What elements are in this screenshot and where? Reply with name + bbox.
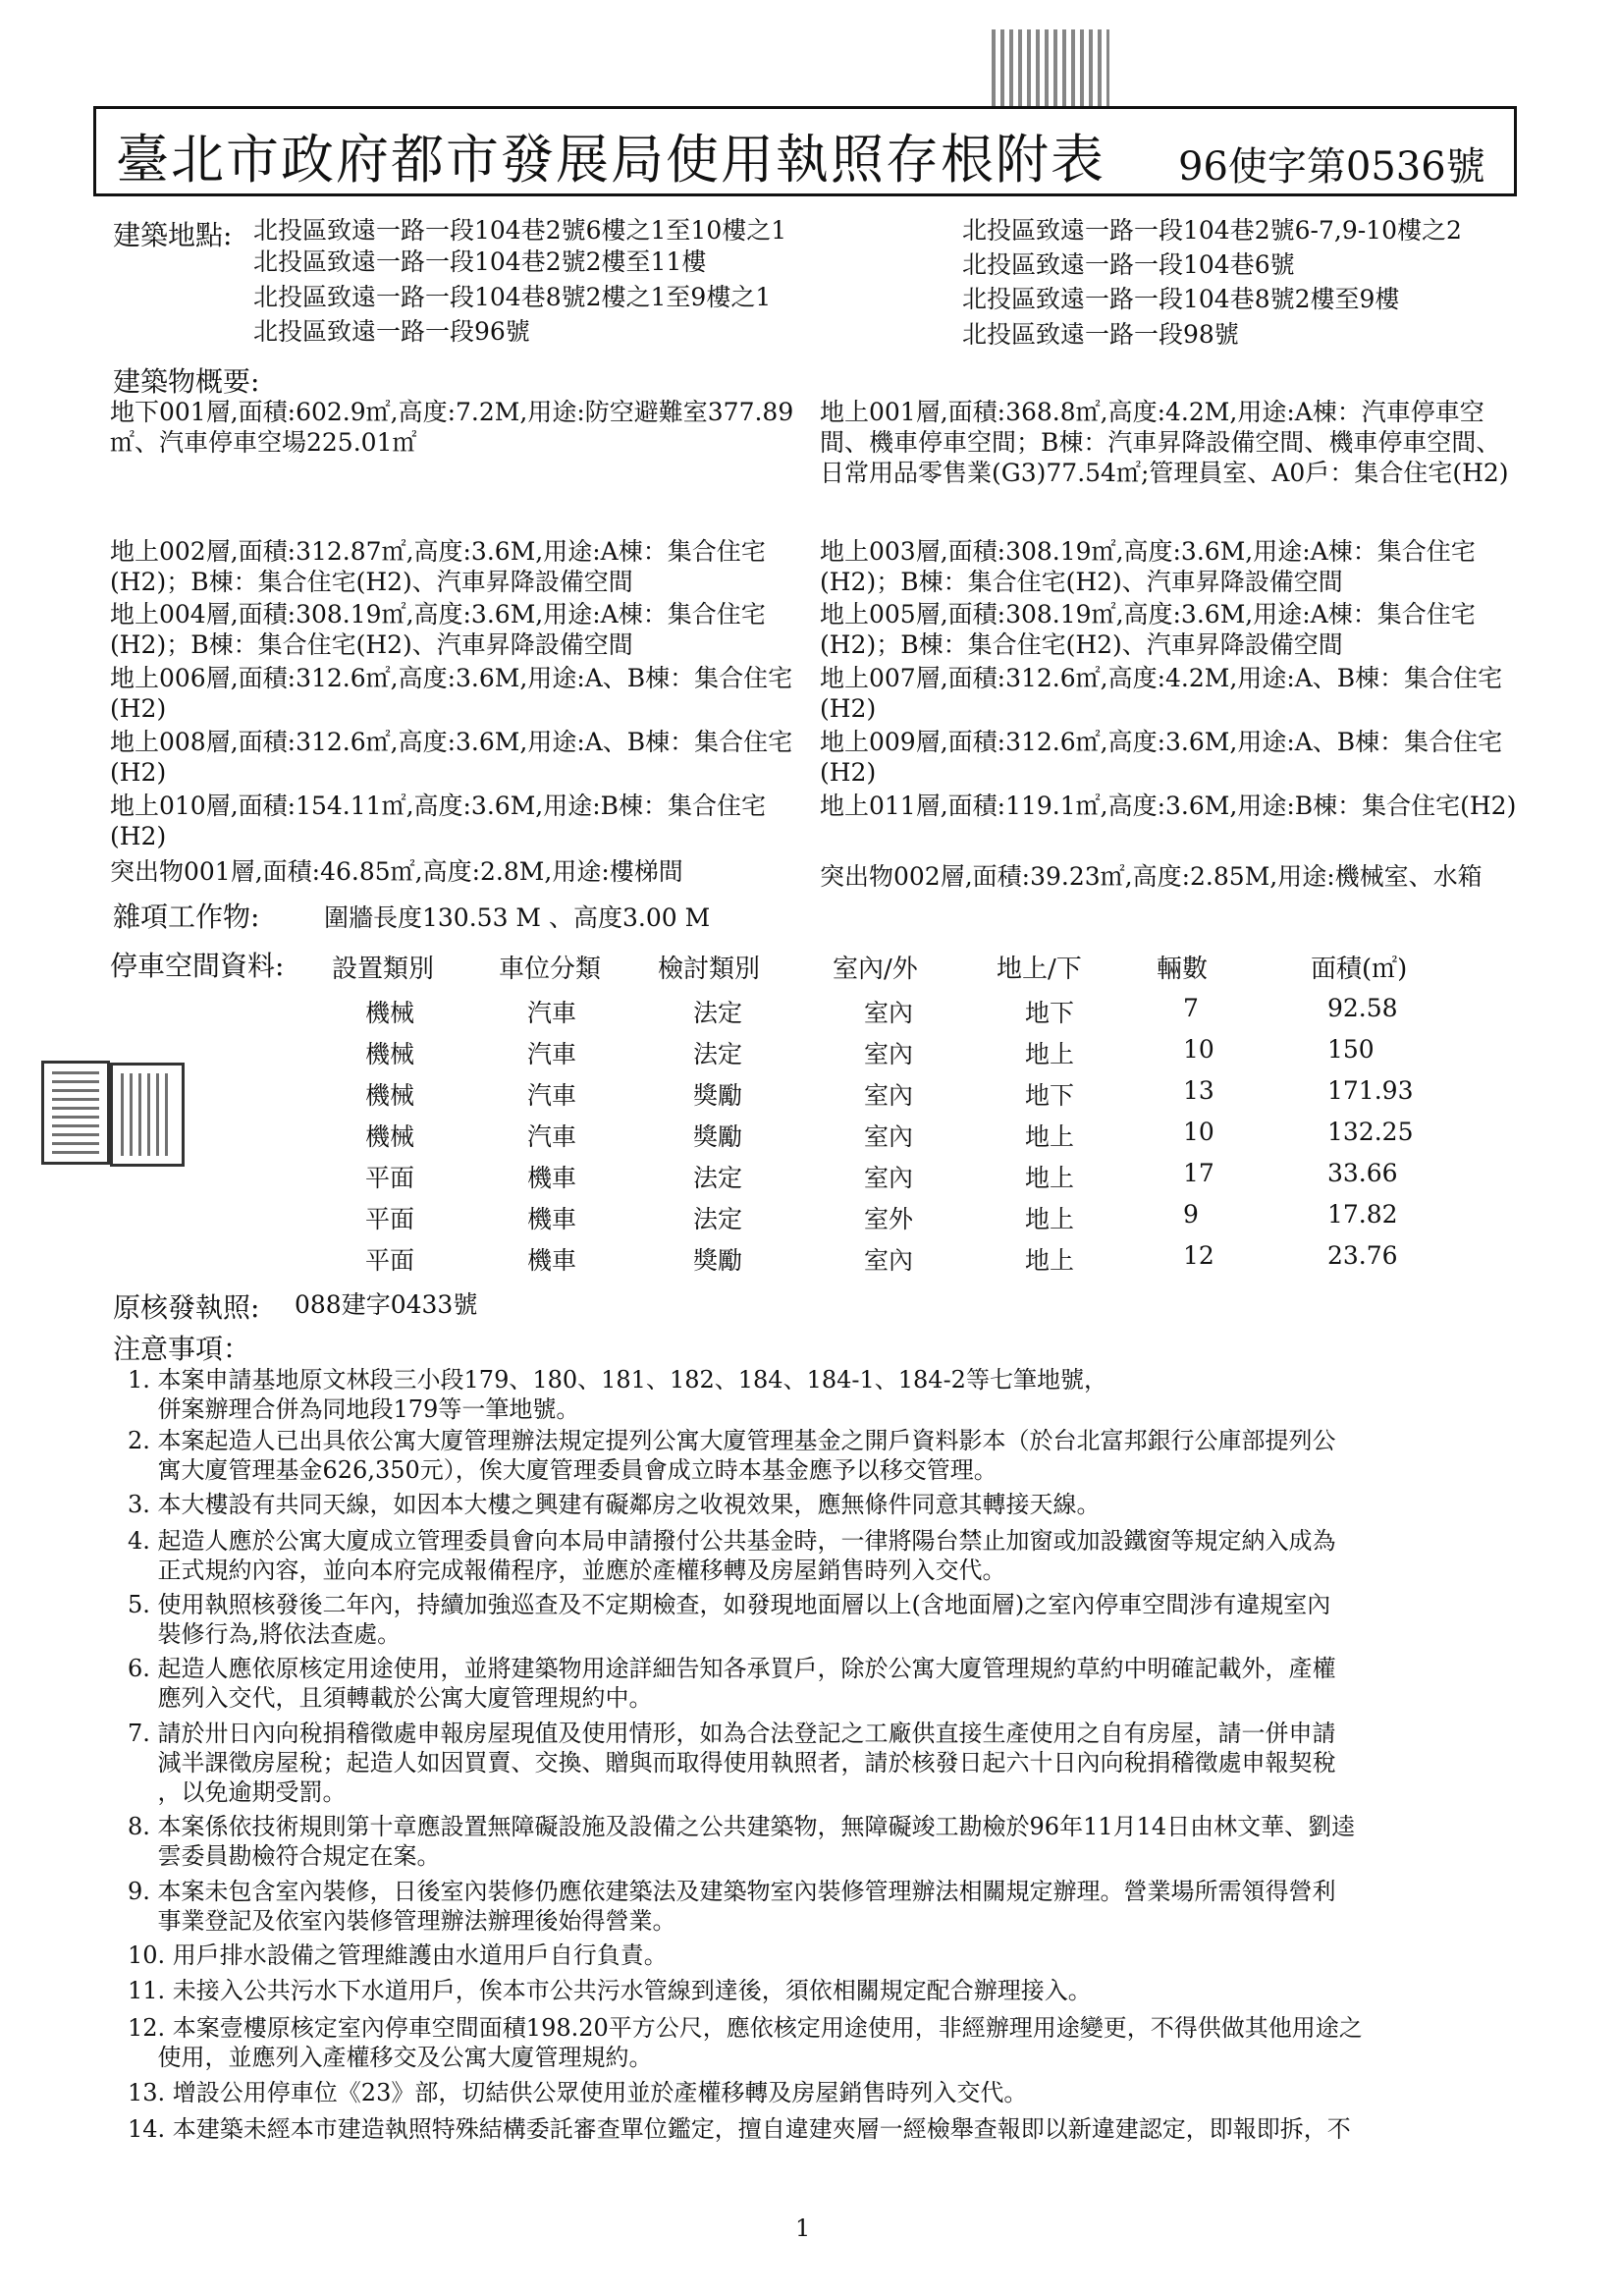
floor-entry: 地上006層,面積:312.6㎡,高度:3.6M,用途:A、B棟：集合住宅(H2) [110,664,793,723]
site-label: 建築地點: [113,219,233,251]
parking-cell: 機車 [527,1164,577,1192]
parking-cell: 17 [1183,1159,1214,1187]
parking-cell: 機車 [527,1246,577,1275]
parking-cell: 9 [1183,1200,1199,1229]
parking-cell: 室內 [864,1164,914,1192]
note-item: 1. 本案申請基地原文林段三小段179、180、181、182、184、184-1、184-2等七筆地號， 併案辦理合併為同地段179等一筆地號。 [128,1366,1107,1423]
misc-value: 圍牆長度130.53 M 、高度3.00 M [324,903,711,932]
parking-cell: 地下 [1025,999,1075,1027]
note-item: 9. 本案未包含室內裝修，日後室內裝修仍應依建築法及建築物室內裝修管理辦法相關規定辦理。營業場所需領得營利 事業登記及依室內裝修管理辦法辦理後始得營業。 [128,1878,1336,1935]
parking-cell: 171.93 [1327,1076,1414,1105]
note-item: 7. 請於卅日內向稅捐稽徵處申報房屋現值及使用情形，如為合法登記之工廠供直接生產使用之自有房屋，請一併申請 減半課徵房屋稅；起造人如因買賣、交換、贈與而取得使用執照者，請於核發日起六十日內向稅捐稽徵處申報契稅 ，以免逾期受罰。 [128,1720,1336,1806]
site-address-left: 北投區致遠一路一段104巷2號2樓至11樓 [253,247,707,276]
original-permit-value: 088建字0433號 [295,1290,478,1319]
parking-cell: 23.76 [1327,1241,1398,1270]
parking-cell: 17.82 [1327,1200,1398,1229]
note-item: 13. 增設公用停車位《23》部，切結供公眾使用並於產權移轉及房屋銷售時列入交代。 [128,2079,1028,2106]
site-address-right: 北投區致遠一路一段98號 [962,320,1239,349]
note-item: 3. 本大樓設有共同天線，如因本大樓之興建有礙鄰房之收視效果，應無條件同意其轉接天線。 [128,1491,1101,1518]
note-item: 14. 本建築未經本市建造執照特殊結構委託審查單位鑑定，擅自違建夾層一經檢舉查報即以新違建認定，即報即拆，不 [128,2115,1351,2143]
parking-cell: 獎勵 [693,1122,743,1151]
parking-cell: 10 [1183,1035,1214,1064]
site-address-right: 北投區致遠一路一段104巷2號6-7,9-10樓之2 [962,216,1462,245]
parking-cell: 汽車 [527,1081,577,1110]
note-item: 5. 使用執照核發後二年內，持續加強巡查及不定期檢查，如發現地面層以上(含地面層)之室內停車空間涉有違規室內 裝修行為,將依法查處。 [128,1591,1331,1648]
parking-header: 檢討類別 [658,955,761,984]
floor-entry: 地上010層,面積:154.11㎡,高度:3.6M,用途:B棟：集合住宅(H2) [110,792,767,850]
note-item: 2. 本案起造人已出具依公寓大廈管理辦法規定提列公寓大廈管理基金之開戶資料影本（於台北富邦銀行公庫部提列公 寓大廈管理基金626,350元），俟大廈管理委員會成立時本基金應予以移交管理。 [128,1427,1336,1484]
parking-header: 車位分類 [499,955,602,984]
floor-entry: 地上007層,面積:312.6㎡,高度:4.2M,用途:A、B棟：集合住宅(H2) [820,664,1503,723]
notes-label: 注意事項： [113,1333,251,1365]
seal-stamp-left [41,1061,110,1165]
parking-cell: 機械 [365,1081,415,1110]
note-item: 8. 本案係依技術規則第十章應設置無障礙設施及設備之公共建築物，無障礙竣工勘檢於96年11月14日由林文華、劉逵 雲委員勘檢符合規定在案。 [128,1813,1356,1870]
floor-entry: 突出物002層,面積:39.23㎡,高度:2.85M,用途:機械室、水箱 [820,862,1483,891]
frame-right-line [1514,106,1517,194]
parking-cell: 室內 [864,1081,914,1110]
parking-cell: 地上 [1025,1040,1075,1068]
note-item: 6. 起造人應依原核定用途使用，並將建築物用途詳細告知各承買戶，除於公寓大廈管理規約草約中明確記載外，產權 應列入交代，且須轉載於公寓大廈管理規約中。 [128,1655,1336,1712]
parking-cell: 機車 [527,1205,577,1233]
parking-cell: 33.66 [1327,1159,1398,1187]
parking-cell: 地上 [1025,1205,1075,1233]
parking-cell: 法定 [693,1040,743,1068]
parking-cell: 10 [1183,1118,1214,1146]
parking-cell: 地上 [1025,1122,1075,1151]
permit-number: 96使字第0536號 [1178,144,1485,190]
parking-header: 面積(㎡) [1311,955,1408,984]
frame-top-line [93,106,1517,109]
parking-cell: 92.58 [1327,994,1398,1022]
building-label: 建築物概要: [113,365,260,398]
parking-cell: 汽車 [527,1040,577,1068]
parking-cell: 室外 [864,1205,914,1233]
misc-label: 雜項工作物: [113,901,260,933]
parking-cell: 獎勵 [693,1081,743,1110]
parking-cell: 汽車 [527,1122,577,1151]
parking-cell: 12 [1183,1241,1214,1270]
parking-cell: 平面 [365,1164,415,1192]
site-address-left: 北投區致遠一路一段96號 [253,317,530,346]
parking-cell: 法定 [693,1164,743,1192]
floor-entry: 地上003層,面積:308.19㎡,高度:3.6M,用途:A棟：集合住宅(H2)；B棟：集合住宅(H2)、汽車昇降設備空間 [820,537,1476,596]
top-stamp-mark [992,29,1109,108]
parking-header: 室內/外 [833,955,918,984]
parking-cell: 地下 [1025,1081,1075,1110]
parking-label: 停車空間資料: [110,950,285,982]
parking-cell: 13 [1183,1076,1214,1105]
parking-cell: 室內 [864,1040,914,1068]
note-item: 4. 起造人應於公寓大廈成立管理委員會向本局申請撥付公共基金時，一律將陽台禁止加窗或加設鐵窗等規定納入成為 正式規約內容，並向本府完成報備程序，並應於產權移轉及房屋銷售時列入交代。 [128,1527,1336,1584]
frame-left-line [93,106,96,194]
site-address-right: 北投區致遠一路一段104巷8號2樓至9樓 [962,285,1400,313]
parking-cell: 獎勵 [693,1246,743,1275]
parking-cell: 132.25 [1327,1118,1414,1146]
page-number: 1 [795,2214,811,2242]
frame-title-underline [93,193,1517,196]
parking-cell: 室內 [864,1122,914,1151]
parking-cell: 地上 [1025,1164,1075,1192]
seal-stamp-right [110,1063,185,1167]
parking-cell: 室內 [864,1246,914,1275]
parking-header: 設置類別 [332,955,435,984]
parking-header: 輛數 [1157,955,1209,984]
floor-entry: 突出物001層,面積:46.85㎡,高度:2.8M,用途:樓梯間 [110,857,683,886]
parking-cell: 平面 [365,1246,415,1275]
floor-entry: 地上008層,面積:312.6㎡,高度:3.6M,用途:A、B棟：集合住宅(H2) [110,728,793,787]
site-address-right: 北投區致遠一路一段104巷6號 [962,250,1295,279]
parking-cell: 法定 [693,1205,743,1233]
note-item: 12. 本案壹樓原核定室內停車空間面積198.20平方公尺，應依核定用途使用，非經辦理用途變更，不得供做其他用途之 使用，並應列入產權移交及公寓大廈管理規約。 [128,2014,1363,2071]
site-address-left: 北投區致遠一路一段104巷8號2樓之1至9樓之1 [253,283,772,311]
original-permit-label: 原核發執照: [113,1291,260,1324]
site-address-left: 北投區致遠一路一段104巷2號6樓之1至10樓之1 [253,216,787,245]
parking-cell: 機械 [365,1040,415,1068]
parking-cell: 機械 [365,999,415,1027]
parking-header: 地上/下 [997,955,1082,984]
floor-entry: 地上001層,面積:368.8㎡,高度:4.2M,用途:A棟：汽車停車空間、機車停車空間；B棟：汽車昇降設備空間、機車停車空間、日常用品零售業(G3)77.54㎡;管理員室、A0戶：集合住宅(H2) [820,398,1509,487]
floor-entry: 地上011層,面積:119.1㎡,高度:3.6M,用途:B棟：集合住宅(H2) [820,792,1517,820]
parking-cell: 室內 [864,999,914,1027]
parking-cell: 150 [1327,1035,1375,1064]
note-item: 11. 未接入公共污水下水道用戶，俟本市公共污水管線到達後，須依相關規定配合辦理接入。 [128,1977,1092,2004]
floor-entry: 地上002層,面積:312.87㎡,高度:3.6M,用途:A棟：集合住宅(H2)；B棟：集合住宅(H2)、汽車昇降設備空間 [110,537,766,596]
note-item: 10. 用戶排水設備之管理維護由水道用戶自行負責。 [128,1941,668,1969]
floor-entry: 地上005層,面積:308.19㎡,高度:3.6M,用途:A棟：集合住宅(H2)；B棟：集合住宅(H2)、汽車昇降設備空間 [820,600,1476,659]
document-title: 臺北市政府都市發展局使用執照存根附表 [116,129,1106,191]
floor-entry: 地上004層,面積:308.19㎡,高度:3.6M,用途:A棟：集合住宅(H2)；B棟：集合住宅(H2)、汽車昇降設備空間 [110,600,766,659]
parking-cell: 汽車 [527,999,577,1027]
parking-cell: 地上 [1025,1246,1075,1275]
floor-entry: 地下001層,面積:602.9㎡,高度:7.2M,用途:防空避難室377.89㎡、汽車停車空場225.01㎡ [110,398,794,457]
parking-cell: 機械 [365,1122,415,1151]
parking-cell: 法定 [693,999,743,1027]
parking-cell: 平面 [365,1205,415,1233]
floor-entry: 地上009層,面積:312.6㎡,高度:3.6M,用途:A、B棟：集合住宅(H2) [820,728,1503,787]
parking-cell: 7 [1183,994,1199,1022]
